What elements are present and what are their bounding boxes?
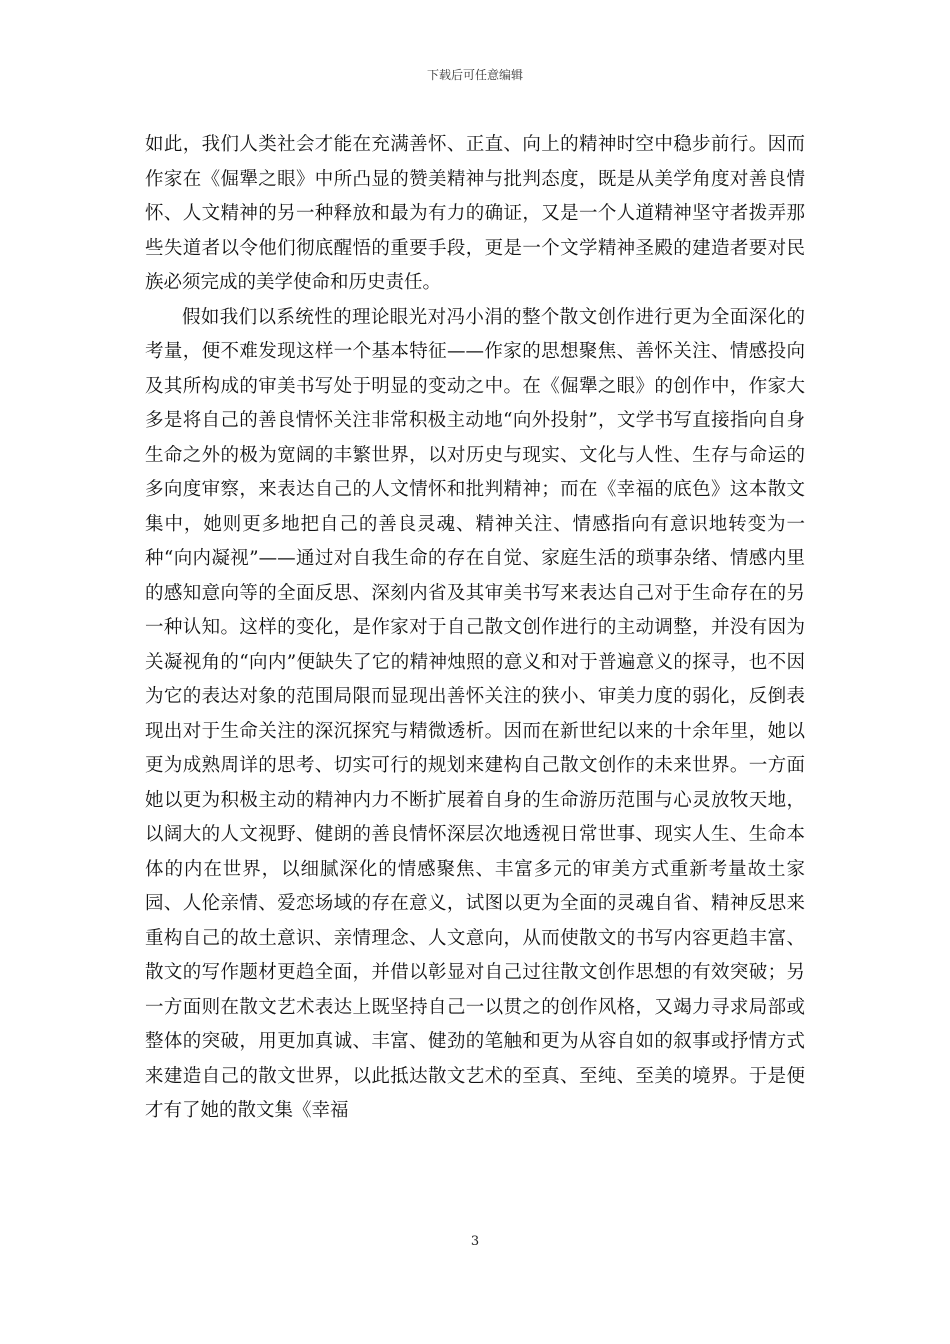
page-number: 3 bbox=[470, 1234, 480, 1249]
paragraph-1: 如此，我们人类社会才能在充满善怀、正直、向上的精神时空中稳步前行。因而作家在《倔犟之眼》中所凸显的赞美精神与批判态度，既是从美学角度对善良情怀、人文精神的另一种释放和最为有力的确证，又是一个人道精神坚守者拨弄那些失道者以令他们彻底醒悟的重要手段，更是一个文学精神圣殿的建造者要对民族必须完成的美学使命和历史责任。 bbox=[145, 134, 805, 293]
paragraph-2: 假如我们以系统性的理论眼光对冯小涓的整个散文创作进行更为全面深化的考量，便不难发现这样一个基本特征——作家的思想聚焦、善怀关注、情感投向及其所构成的审美书写处于明显的变动之中。在《倔犟之眼》的创作中，作家大多是将自己的善良情怀关注非常积极主动地“向外投射”，文学书写直接指向自身生命之外的极为宽阔的丰繁世界，以对历史与现实、文化与人性、生存与命运的多向度审察，来表达自己的人文情怀和批判精神；而在《幸福的底色》这本散文集中，她则更多地把自己的善良灵魂、精神关注、情感指向有意识地转变为一种“向内凝视”——通过对自我生命的存在自觉、家庭生活的琐事杂绪、情感内里的感知意向等的全面反思、深刻内省及其审美书写来表达自己对于生命存在的另一种认知。这样的变化，是作家对于自己散文创作进行的主动调整，并没有因为关凝视角的“向内”便缺失了它的精神烛照的意义和对于普遍意义的探寻，也不因为它的表达对象的范围局限而显现出善怀关注的狭小、审美力度的弱化，反倒表现出对于生命关注的深沉探究与精微透析。因而在新世纪以来的十余年里，她以更为成熟周详的思考、切实可行的规划来建构自己散文创作的未来世界。一方面她以更为积极主动的精神内力不断扩展着自身的生命游历范围与心灵放牧天地，以阔大的人文视野、健朗的善良情怀深层次地透视日常世事、现实人生、生命本体的内在世界，以细腻深化的情感聚焦、丰富多元的审美方式重新考量故土家园、人伦亲情、爱恋场域的存在意义，试图以更为全面的灵魂自省、精神反思来重构自己的故土意识、亲情理念、人文意向，从而使散文的书写内容更趋丰富、散文的写作题材更趋全面，并借以彰显对自己过往散文创作思想的有效突破；另一方面则在散文艺术表达上既坚持自己一以贯之的创作风格，又竭力寻求局部或整体的突破，用更加真诚、丰富、健劲的笔触和更为从容自如的叙事或抒情方式来建造自己的散文世界，以此抵达散文艺术的至真、至纯、至美的境界。于是便才有了她的散文集《幸福 bbox=[145, 306, 805, 1121]
page-header: 下载后可任意编辑 bbox=[426, 68, 523, 82]
body-text bbox=[145, 128, 805, 1129]
